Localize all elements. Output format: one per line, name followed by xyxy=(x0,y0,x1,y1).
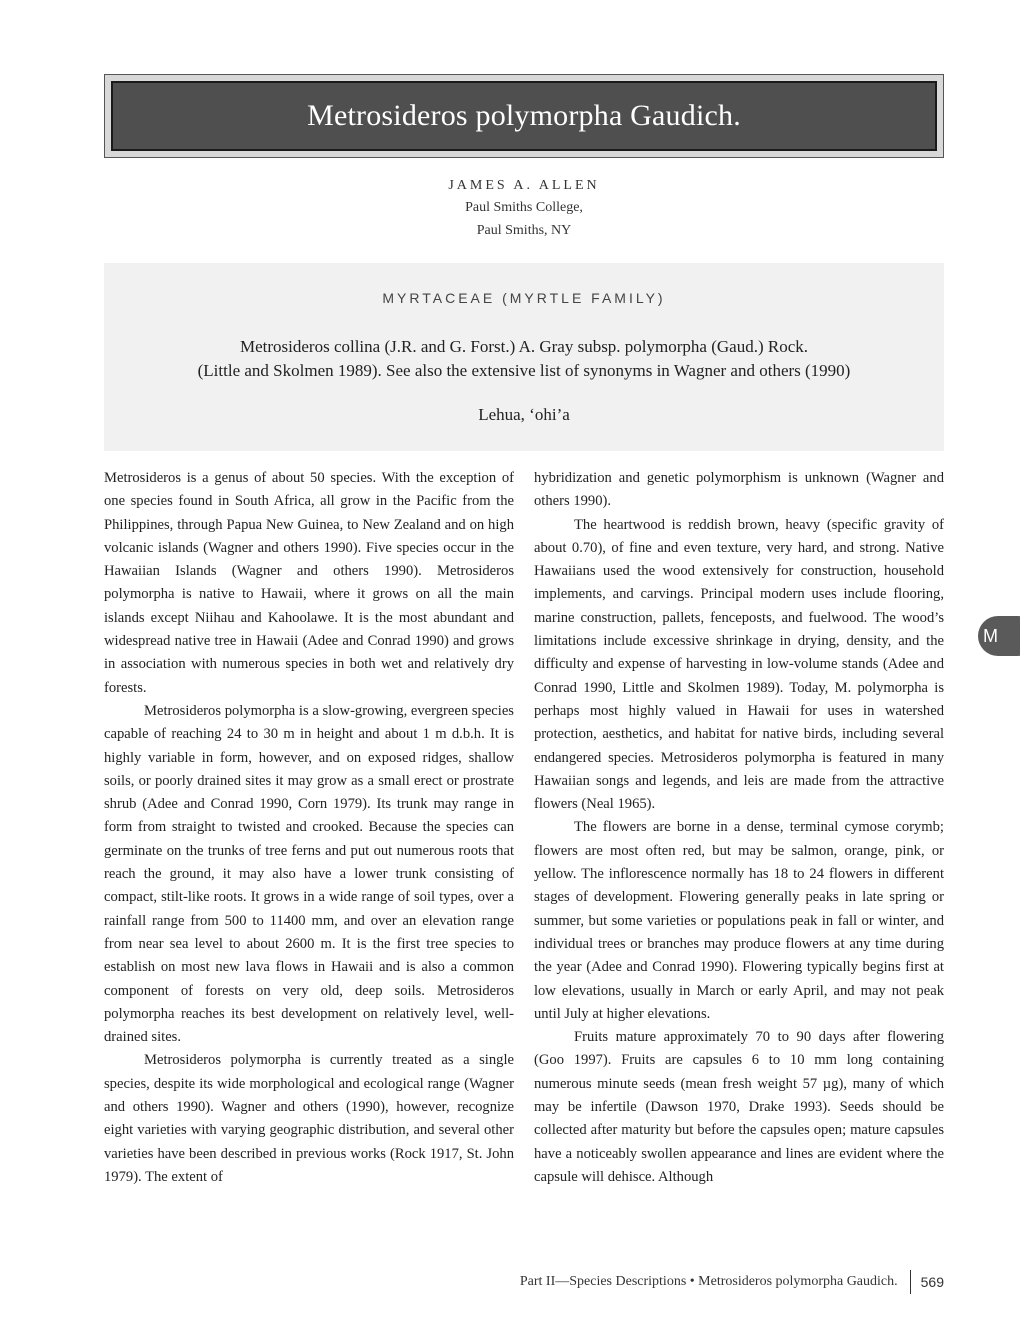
title-banner xyxy=(104,74,944,158)
synonym-line-1: Metrosideros collina (J.R. and G. Forst.) A. Gray subsp. polymorpha (Gaud.) Rock. xyxy=(239,337,808,356)
author-location: Paul Smiths, NY xyxy=(476,223,572,238)
paragraph: hybridization and genetic polymorphism is unknown (Wagner and others 1990). xyxy=(534,470,944,510)
common-names: Lehua, ‘ohi’a xyxy=(478,405,570,424)
author-affiliation: Paul Smiths College, xyxy=(465,200,583,215)
title-banner-inner xyxy=(111,81,937,151)
body-column-right xyxy=(534,467,944,1189)
paragraph: The heartwood is reddish brown, heavy (specific gravity of about 0.70), of fine and even texture, very hard, and strong. Native Hawaiians used the wood extensively for construction, household implements, and carvings. Principal modern uses include flooring, marine construction, pallets, fenceposts, and fuelwood. The wood’s limitations include excessive shrinkage in drying, density, and the difficulty and expense of harvesting in low-volume stands (Adee and Conrad 1990, Little and Skolmen 1989). Today, M. polymorpha is perhaps most highly valued in Hawaii for uses in watershed protection, aesthetics, and habitat for native birds, including several endangered species. Metrosideros polymorpha is featured in many Hawaiian songs and legends, and leis are made from the attractive flowers (Neal 1965). xyxy=(534,516,944,813)
body-column-left xyxy=(104,467,514,1189)
synonym-line-2: (Little and Skolmen 1989). See also the extensive list of synonyms in Wagner and others (1990) xyxy=(197,361,851,380)
page-footer xyxy=(520,1270,944,1294)
paragraph: Metrosideros polymorpha is a slow-growing, evergreen species capable of reaching 24 to 30 m in height and about 1 m d.b.h. It is highly variable in form, however, and on exposed ridges, shallow soils, or poorly drained sites it may grow as a small erect or prostrate shrub (Adee and Conrad 1990, Corn 1979). Its trunk may range in form from straight to twisted and crooked. Because the species can germinate on the trunks of tree ferns and put out numerous roots that reach the ground, it may also have a lower trunk consisting of compact, stilt-like roots. It grows in a wide range of soil types, over a rainfall range from 500 to 11400 mm, and over an elevation range from near sea level to about 2600 m. It is the first tree species to establish on most new lava flows in Hawaii and is also a common component of forests on very old, deep soils. Metrosideros polymorpha reaches its best development on relatively level, well-drained sites. xyxy=(104,702,514,1046)
footer-divider xyxy=(910,1270,911,1294)
author-block xyxy=(0,176,1020,242)
family-box xyxy=(104,263,944,451)
running-title: Part II—Species Descriptions • Metrosideros polymorpha Gaudich. xyxy=(519,1274,898,1289)
paragraph: Metrosideros polymorpha is currently treated as a single species, despite its wide morphological and ecological range (Wagner and others 1990). Wagner and others (1990), however, recognize eight varieties with varying geographic distribution, and several other varieties have been described in previous works (Rock 1917, St. John 1979). The extent of xyxy=(104,1052,514,1185)
paragraph: The flowers are borne in a dense, terminal cymose corymb; flowers are most often red, but may be salmon, orange, pink, or yellow. The inflorescence normally has 18 to 24 flowers in different stages of development. Flowering generally peaks in late spring or summer, but some varieties or populations peak in fall or winter, and individual trees or branches may produce flowers at any time during the year (Adee and Conrad 1990). Flowering typically begins first at low elevations, usually in March or early April, and may not peak until July at higher elevations. xyxy=(534,819,944,1022)
synonym-text xyxy=(104,335,944,383)
page-title: Metrosideros polymorpha Gaudich. xyxy=(307,99,741,132)
page-number: 569 xyxy=(920,1274,944,1290)
section-index-tab: M xyxy=(978,616,1020,656)
family-name: MYRTACEAE (MYRTLE FAMILY) xyxy=(382,290,666,306)
paragraph: Fruits mature approximately 70 to 90 days after flowering (Goo 1997). Fruits are capsules 6 to 10 mm long containing numerous minute seeds (mean fresh weight 57 µg), many of which may be infertile (Dawson 1970, Drake 1993). Seeds should be collected after maturity but before the capsules open; mature capsules have a noticeably swollen appearance and lines are evident where the capsule will dehisce. Although xyxy=(534,1029,944,1185)
author-name: JAMES A. ALLEN xyxy=(448,178,600,193)
paragraph: Metrosideros is a genus of about 50 species. With the exception of one species found in South Africa, all grow in the Pacific from the Philippines, through Papua New Guinea, to New Zealand and on high volcanic islands (Wagner and others 1990). Five species occur in the Hawaiian Islands (Wagner and others 1990). Metrosideros polymorpha is native to Hawaii, where it grows on all the main islands except Niihau and Kahoolawe. It is the most abundant and widespread native tree in Hawaii (Adee and Conrad 1990) and grows in association with numerous species in both wet and relatively dry forests. xyxy=(104,470,514,696)
